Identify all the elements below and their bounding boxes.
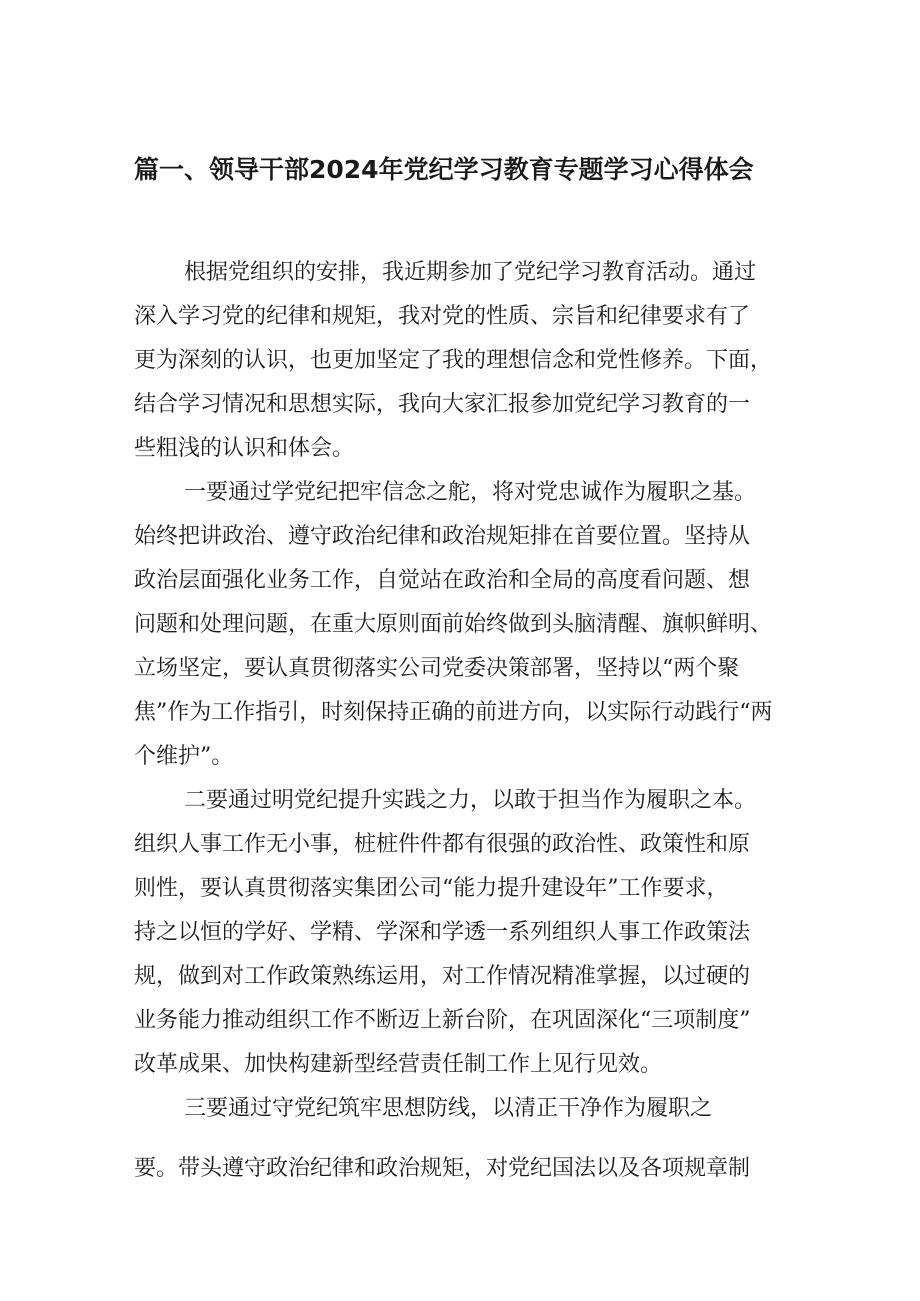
- document-title: 篇一、领导干部2024年党纪学习教育专题学习心得体会: [134, 155, 754, 184]
- body-line: 立场坚定，要认真贯彻落实公司党委决策部署，坚持以“两个聚: [134, 656, 740, 681]
- body-line: 焦”作为工作指引，时刻保持正确的前进方向，以实际行动践行“两: [134, 700, 773, 725]
- body-line: 政治层面强化业务工作，自觉站在政治和全局的高度看问题、想: [134, 568, 751, 593]
- body-line: 些粗浅的认识和体会。: [134, 436, 355, 461]
- body-line: 持之以恒的学好、学精、学深和学透一系列组织人事工作政策法: [134, 920, 751, 945]
- body-line: 始终把讲政治、遵守政治纪律和政治规矩排在首要位置。坚持从: [134, 524, 751, 549]
- body-line: 要。带头遵守政治纪律和政治规矩，对党纪国法以及各项规章制: [134, 1156, 751, 1181]
- body-line: 更为深刻的认识，也更加坚定了我的理想信念和党性修养。下面，: [134, 348, 773, 373]
- body-line: 改革成果、加快构建新型经营责任制工作上见行见效。: [134, 1052, 663, 1077]
- body-line: 则性，要认真贯彻落实集团公司“能力提升建设年”工作要求，: [134, 876, 729, 901]
- body-line: 结合学习情况和思想实际，我向大家汇报参加党纪学习教育的一: [134, 392, 751, 417]
- body-line: 规，做到对工作政策熟练运用，对工作情况精准掌握，以过硬的: [134, 964, 751, 989]
- body-line: 组织人事工作无小事，桩桩件件都有很强的政治性、政策性和原: [134, 832, 751, 857]
- body-line: 一要通过学党纪把牢信念之舵，将对党忠诚作为履职之基。: [184, 480, 757, 505]
- body-line: 三要通过守党纪筑牢思想防线，以清正干净作为履职之: [184, 1096, 713, 1121]
- body-line: 深入学习党的纪律和规矩，我对党的性质、宗旨和纪律要求有了: [134, 304, 751, 329]
- body-line: 根据党组织的安排，我近期参加了党纪学习教育活动。通过: [184, 260, 757, 285]
- body-line: 二要通过明党纪提升实践之力，以敢于担当作为履职之本。: [184, 788, 757, 813]
- body-line: 业务能力推动组织工作不断迈上新台阶，在巩固深化“三项制度”: [134, 1008, 751, 1033]
- body-line: 问题和处理问题，在重大原则面前始终做到头脑清醒、旗帜鲜明、: [134, 612, 773, 637]
- body-line: 个维护”。: [134, 744, 234, 769]
